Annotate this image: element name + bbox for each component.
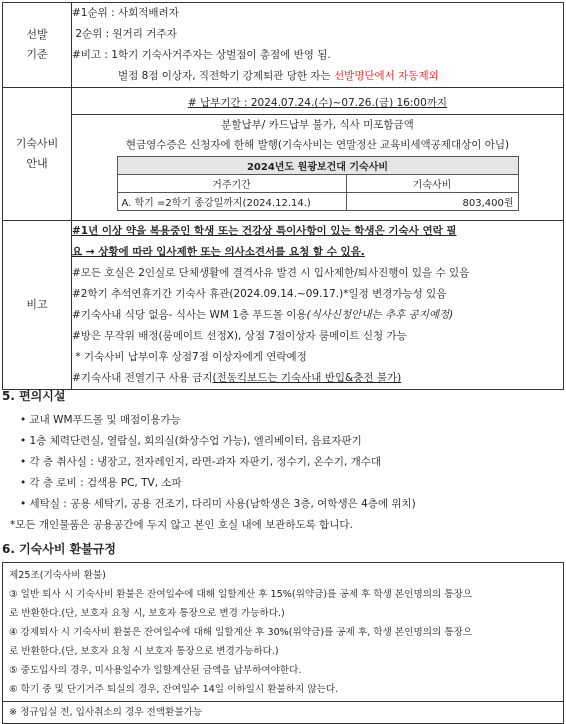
selection-criteria-row xyxy=(3,3,564,88)
priority-1: #1순위 : 사회적배려자 xyxy=(72,7,179,19)
header-line: 기준 xyxy=(26,48,48,61)
remarks-content xyxy=(72,221,564,390)
facility-footnote: *모든 개인물품은 공용공간에 두지 않고 본인 호실 내에 보관하도록 합니다. xyxy=(10,519,353,531)
facility-item: • 각 층 취사실 : 냉장고, 전자레인지, 라면-과자 자판기, 정수기, 온수기, 개수대 xyxy=(20,456,382,468)
roommate-note: #방은 무작위 배정(룸메이트 선정X), 상점 7점이상자 룸메이트 신청 가능 xyxy=(72,330,407,342)
fee-row-period: A. 학기 =2학기 종강일까지(2024.12.14.) xyxy=(117,193,346,211)
refund-article: 제25조(기숙사비 환불) xyxy=(9,570,106,581)
payment-note: 분할납부/ 카드납부 불가, 식사 미포함금액 xyxy=(221,119,414,131)
room-note: #모든 호실은 2인실로 단체생활에 결격사유 발견 시 입사제한/퇴사진행이 있을 수 있음 xyxy=(72,267,470,279)
selection-criteria-content xyxy=(72,3,564,88)
refund-footer: ※ 정규입실 전, 입사취소의 경우 전액환불가능 xyxy=(3,701,563,723)
penalty-note xyxy=(72,66,563,87)
health-note-cont: 요 → 상황에 따라 입사제한 또는 의사소견서를 요청 할 수 있음. xyxy=(72,246,365,258)
dorm-fee-content xyxy=(72,88,564,221)
facility-item: • 1층 체력단련실, 열람실, 회의실(화상수업 가능), 엘리베이터, 음료자판기 xyxy=(20,435,362,447)
meal-italic: (식사신청안내는 추후 공지예정) xyxy=(306,309,454,321)
payment-deadline xyxy=(72,93,563,115)
refund-clause: 로 반환한다.(단, 보호자 요청 시, 보호자 통장으로 변경 가능하다.) xyxy=(9,608,285,619)
remarks-row xyxy=(3,221,564,390)
fee-col-period: 거주기간 xyxy=(117,175,346,193)
dorm-fee-row xyxy=(3,88,564,221)
header-line: 기숙사비 xyxy=(15,137,59,150)
facilities-list xyxy=(10,410,560,536)
penalty-text: 벌점 8점 이상자, 직전학기 강제퇴관 당한 자는 xyxy=(118,70,334,82)
contact-note: * 기숙사비 납부이후 상점7점 이상자에게 연락예정 xyxy=(72,351,307,363)
health-note: #1년 이상 약을 복용중인 학생 또는 건강상 특이사항이 있는 학생은 기숙사 연락 필 xyxy=(72,225,457,237)
header-line: 안내 xyxy=(26,157,48,170)
auto-exclusion-text: 선발명단에서 자동제외 xyxy=(333,70,439,82)
refund-clause: ③ 일반 퇴사 시 기숙사비 환불은 잔여일수에 대해 일할계산 후 15%(위약금)를 공제 후 학생 본인명의의 통장으 xyxy=(9,589,473,600)
refund-title: 6. 기숙사비 환불규정 xyxy=(2,542,117,556)
meal-note xyxy=(72,305,563,326)
remarks-header xyxy=(3,221,72,390)
facility-item: • 교내 WM푸드몰 및 매점이용가능 xyxy=(20,414,181,426)
appliance-underlined: (전동킥보드는 기숙사내 반입&충전 불가) xyxy=(212,372,402,384)
fee-col-fee: 기숙사비 xyxy=(346,175,518,193)
refund-clause: ④ 강제퇴사 시 기숙사비 환불은 잔여일수에 대해 일할계산 후 30%(위약금)를 공제 후, 학생 본인명의의 통장으 xyxy=(9,627,473,638)
appliance-note xyxy=(72,368,563,389)
fee-row-amount: 803,400원 xyxy=(346,193,518,211)
refund-clause: 로 반환한다.(단, 보호자 요청 시 보호자 통장으로 변경가능하다.) xyxy=(9,646,279,657)
refund-policy-body xyxy=(3,563,563,701)
facility-item: • 각 층 로비 : 검색용 PC, TV, 소파 xyxy=(20,477,182,489)
facilities-title: 5. 편의시설 xyxy=(2,389,66,403)
fee-table xyxy=(117,156,519,211)
facility-item: • 세탁실 : 공용 세탁기, 공용 건조기, 다리미 사용(남학생은 3층, 여학생은 4층에 위치) xyxy=(20,498,416,510)
dormitory-info-table xyxy=(2,2,564,390)
closure-note: #2학기 추석연휴기간 기숙사 휴관(2024.09.14.~09.17.)*일정 변경가능성 있음 xyxy=(72,288,447,300)
appliance-text: #기숙사내 전열기구 사용 금지 xyxy=(72,372,213,384)
dorm-fee-header xyxy=(3,88,72,221)
receipt-note: 현금영수증은 신청자에 한해 발행(기숙사비는 연말정산 교육비세액공제대상이 아님) xyxy=(125,139,510,151)
header-line: 선발 xyxy=(26,28,48,41)
selection-criteria-header xyxy=(3,3,72,88)
criteria-note: #비고 : 1학기 기숙사거주자는 상벌점이 총점에 반영 됨. xyxy=(72,49,331,61)
refund-clause: ⑥ 학기 중 및 단기거주 퇴실의 경우, 잔여일수 14일 이하일시 환불하지 않는다. xyxy=(9,684,339,695)
deadline-text: # 납부기간 : 2024.07.24.(수)~07.26.(금) 16:00까지 xyxy=(187,97,448,109)
refund-policy-box xyxy=(2,562,564,724)
fee-table-title: 2024년도 원광보건대 기숙사비 xyxy=(117,157,518,175)
refund-clause: ⑤ 중도입사의 경우, 미사용일수가 일할계산된 금액을 납부하여야한다. xyxy=(9,665,302,676)
header-line: 비고 xyxy=(26,298,48,311)
meal-text: #기숙사내 식당 없음- 식사는 WM 1층 푸드몰 이용 xyxy=(72,309,307,321)
priority-2: 2순위 : 원거리 거주자 xyxy=(72,28,177,40)
